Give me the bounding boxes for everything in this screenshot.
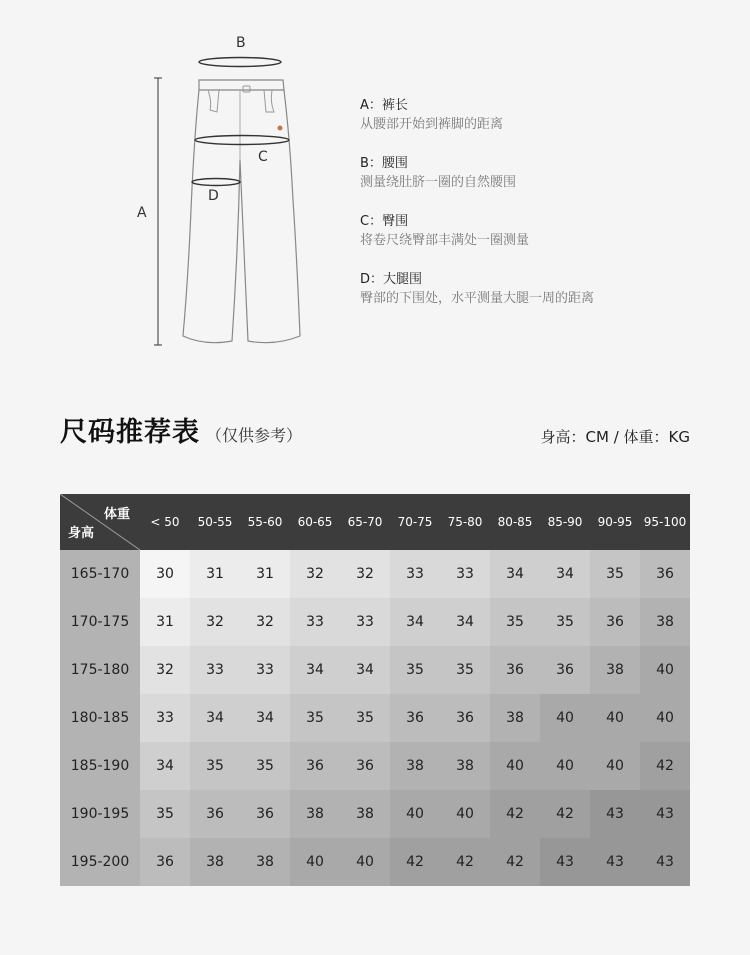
- size-cell: 34: [490, 550, 540, 598]
- pants-pocket-left: [208, 90, 219, 112]
- size-cell: 32: [290, 550, 340, 598]
- size-cell: 34: [340, 646, 390, 694]
- size-cell: 42: [490, 790, 540, 838]
- size-cell: 35: [390, 646, 440, 694]
- size-cell: 40: [640, 694, 690, 742]
- legend-item-hip: [360, 212, 720, 250]
- size-cell: 34: [240, 694, 290, 742]
- legend-title: B：腰围: [360, 156, 408, 171]
- size-cell: 35: [290, 694, 340, 742]
- length-line-a: [154, 78, 162, 345]
- waist-ellipse-b: [199, 58, 281, 67]
- legend-title: A：裤长: [360, 98, 408, 113]
- size-chart-heading: [60, 410, 302, 449]
- size-cell: 33: [290, 598, 340, 646]
- size-cell: 40: [540, 742, 590, 790]
- size-cell: 42: [640, 742, 690, 790]
- column-header: 70-75: [397, 515, 433, 529]
- row-height-label: 175-180: [60, 646, 140, 694]
- size-cell: 36: [190, 790, 240, 838]
- legend-desc: 测量绕肚脐一圈的自然腰围: [360, 175, 517, 190]
- pants-button: [243, 86, 250, 92]
- size-cell: 40: [640, 646, 690, 694]
- size-cell: 36: [340, 742, 390, 790]
- size-cell: 43: [590, 790, 640, 838]
- size-cell: 42: [540, 790, 590, 838]
- row-height-label: 165-170: [60, 550, 140, 598]
- size-cell: 38: [440, 742, 490, 790]
- size-cell: 32: [140, 646, 190, 694]
- column-header: 75-80: [447, 515, 483, 529]
- size-cell: 34: [290, 646, 340, 694]
- size-cell: 34: [540, 550, 590, 598]
- legend-item-waist: [360, 154, 720, 192]
- table-header: [60, 494, 690, 550]
- size-cell: 35: [140, 790, 190, 838]
- table-row: [60, 646, 690, 694]
- size-table: [60, 494, 690, 886]
- size-cell: 36: [140, 838, 190, 886]
- size-cell: 36: [440, 694, 490, 742]
- size-cell: 35: [190, 742, 240, 790]
- size-cell: 38: [290, 790, 340, 838]
- page-subtitle: （仅供参考）: [206, 426, 303, 445]
- measurement-legend: [360, 96, 720, 328]
- legend-desc: 将卷尺绕臀部丰满处一圈测量: [360, 233, 530, 248]
- column-header: 95-100: [643, 515, 687, 529]
- pants-logo-patch: [278, 126, 283, 131]
- size-cell: 31: [240, 550, 290, 598]
- size-cell: 40: [290, 838, 340, 886]
- hip-ellipse-c: [195, 136, 289, 145]
- units-note: 身高：CM / 体重：KG: [540, 428, 690, 446]
- size-cell: 32: [240, 598, 290, 646]
- size-cell: 32: [190, 598, 240, 646]
- table-row: [60, 694, 690, 742]
- column-header: < 50: [150, 515, 180, 529]
- size-cell: 33: [340, 598, 390, 646]
- size-cell: 38: [240, 838, 290, 886]
- size-cell: 40: [590, 694, 640, 742]
- size-cell: 40: [440, 790, 490, 838]
- size-cell: 33: [140, 694, 190, 742]
- size-cell: 36: [290, 742, 340, 790]
- size-cell: 42: [490, 838, 540, 886]
- size-cell: 40: [340, 838, 390, 886]
- table-row: [60, 790, 690, 838]
- size-cell: 40: [540, 694, 590, 742]
- size-cell: 33: [240, 646, 290, 694]
- size-cell: 31: [190, 550, 240, 598]
- size-cell: 38: [590, 646, 640, 694]
- legend-title: C：臀围: [360, 214, 409, 229]
- size-cell: 38: [640, 598, 690, 646]
- legend-desc: 从腰部开始到裤脚的距离: [360, 117, 504, 132]
- column-header: 90-95: [597, 515, 633, 529]
- size-cell: 33: [440, 550, 490, 598]
- size-cell: 43: [640, 838, 690, 886]
- size-cell: 42: [440, 838, 490, 886]
- size-cell: 33: [190, 646, 240, 694]
- label-c: C: [258, 149, 268, 165]
- measurement-diagram: [0, 0, 750, 380]
- size-cell: 36: [390, 694, 440, 742]
- table-body: [60, 550, 690, 886]
- size-cell: 34: [440, 598, 490, 646]
- size-cell: 43: [640, 790, 690, 838]
- row-height-label: 190-195: [60, 790, 140, 838]
- table-row: [60, 598, 690, 646]
- column-header: 65-70: [347, 515, 383, 529]
- size-cell: 35: [340, 694, 390, 742]
- size-cell: 40: [490, 742, 540, 790]
- label-a: A: [137, 205, 147, 221]
- size-cell: 30: [140, 550, 190, 598]
- size-cell: 32: [340, 550, 390, 598]
- column-header: 85-90: [547, 515, 583, 529]
- size-cell: 33: [390, 550, 440, 598]
- page-title: 尺码推荐表: [60, 417, 200, 448]
- legend-title: D：大腿围: [360, 272, 423, 287]
- size-cell: 42: [390, 838, 440, 886]
- column-header: 80-85: [497, 515, 533, 529]
- size-cell: 36: [640, 550, 690, 598]
- size-cell: 36: [240, 790, 290, 838]
- size-cell: 36: [590, 598, 640, 646]
- size-cell: 38: [340, 790, 390, 838]
- size-cell: 35: [240, 742, 290, 790]
- pants-pocket-right: [264, 90, 274, 112]
- size-cell: 36: [540, 646, 590, 694]
- table-corner-cell: [60, 494, 140, 550]
- corner-height-label: 身高: [68, 526, 95, 541]
- size-cell: 34: [140, 742, 190, 790]
- thigh-ellipse-d: [192, 179, 240, 186]
- size-cell: 35: [540, 598, 590, 646]
- pants-waistband: [199, 80, 284, 90]
- size-cell: 35: [490, 598, 540, 646]
- column-header: 60-65: [297, 515, 333, 529]
- label-d: D: [208, 188, 219, 204]
- corner-weight-label: 体重: [103, 507, 130, 522]
- row-height-label: 195-200: [60, 838, 140, 886]
- table-row: [60, 742, 690, 790]
- row-height-label: 170-175: [60, 598, 140, 646]
- size-cell: 43: [590, 838, 640, 886]
- size-cell: 38: [390, 742, 440, 790]
- size-cell: 38: [190, 838, 240, 886]
- legend-item-thigh: [360, 270, 720, 308]
- size-cell: 43: [540, 838, 590, 886]
- size-cell: 34: [390, 598, 440, 646]
- table-row: [60, 550, 690, 598]
- table-row: [60, 838, 690, 886]
- size-cell: 36: [490, 646, 540, 694]
- size-cell: 35: [440, 646, 490, 694]
- row-height-label: 180-185: [60, 694, 140, 742]
- column-header: 55-60: [247, 515, 283, 529]
- size-cell: 31: [140, 598, 190, 646]
- legend-desc: 臀部的下围处，水平测量大腿一周的距离: [360, 291, 595, 306]
- row-height-label: 185-190: [60, 742, 140, 790]
- size-cell: 35: [590, 550, 640, 598]
- legend-item-length: [360, 96, 720, 134]
- column-header: 50-55: [197, 515, 233, 529]
- size-cell: 38: [490, 694, 540, 742]
- size-cell: 40: [590, 742, 640, 790]
- label-b: B: [236, 35, 246, 51]
- size-cell: 40: [390, 790, 440, 838]
- size-cell: 34: [190, 694, 240, 742]
